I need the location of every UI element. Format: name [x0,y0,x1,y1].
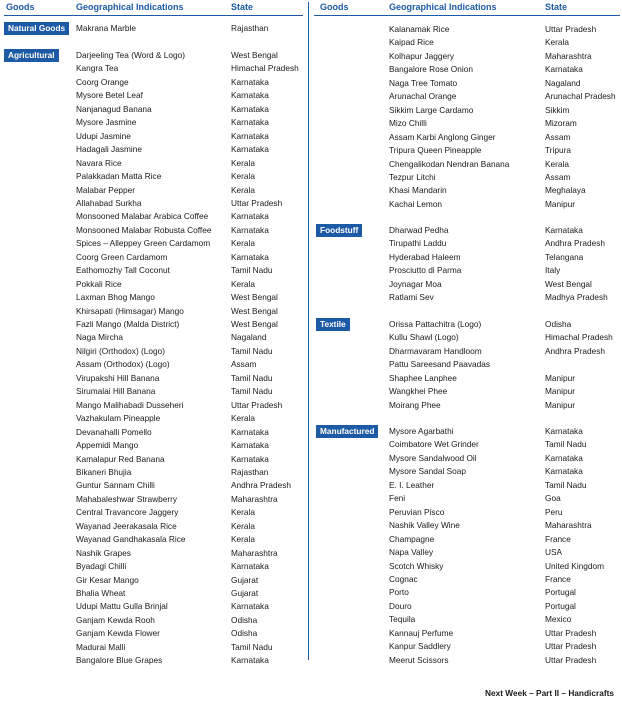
gi-state: Meghalaya [545,185,586,195]
gi-name: Madurai Malli [76,642,126,652]
gi-state: Manipur [545,386,575,396]
gi-name: Tirupathi Laddu [389,238,447,248]
gi-name: Naga Mircha [76,332,124,342]
gi-name: Dharmavaram Handloom [389,346,482,356]
gi-state: Kerala [231,171,255,181]
gi-name: Porto [389,587,409,597]
gi-state: Kerala [231,507,255,517]
gi-name: Mysore Sandalwood Oil [389,453,477,463]
gi-state: Kerala [231,279,255,289]
gi-state: Karnataka [545,453,583,463]
left-header-goods: Goods [6,2,35,12]
gi-state: Himachal Pradesh [545,332,613,342]
gi-state: Portugal [545,601,576,611]
gi-name: Mahabaleshwar Strawberry [76,494,177,504]
gi-name: Mizo Chilli [389,118,427,128]
gi-state: Nagaland [545,78,581,88]
gi-name: Moirang Phee [389,400,441,410]
gi-state: Kerala [231,534,255,544]
gi-name: Kangra Tea [76,63,119,73]
gi-name: Khirsapati (Himsagar) Mango [76,306,184,316]
gi-name: Sikkim Large Cardamo [389,105,474,115]
gi-name: Hadagali Jasmine [76,144,142,154]
gi-name: Wangkhei Phee [389,386,448,396]
gi-state: Karnataka [231,561,269,571]
left-header-gi: Geographical Indications [76,2,184,12]
gi-name: Mysore Jasmine [76,117,137,127]
gi-name: Khasi Mandarin [389,185,447,195]
gi-state: Karnataka [231,427,269,437]
gi-state: Odisha [231,628,258,638]
left-header-state: State [231,2,254,12]
gi-name: Kannauj Perfume [389,628,454,638]
gi-name: Byadagi Chilli [76,561,127,571]
gi-name: Makrana Marble [76,23,136,33]
gi-state: Odisha [231,615,258,625]
gi-state: Kerala [231,521,255,531]
gi-state: Andhra Pradesh [231,480,291,490]
gi-name: Kanpur Saddlery [389,641,451,651]
gi-state: West Bengal [231,319,278,329]
gi-state: Maharashtra [231,494,278,504]
gi-name: Bangalore Rose Onion [389,64,473,74]
gi-name: Kachai Lemon [389,199,443,209]
gi-name: Naga Tree Tomato [389,78,458,88]
gi-state: Portugal [545,587,576,597]
gi-state: Maharashtra [231,548,278,558]
gi-state: Italy [545,265,561,275]
gi-state: Karnataka [231,252,269,262]
gi-state: Gujarat [231,575,259,585]
gi-name: Eathomozhy Tall Coconut [76,265,170,275]
gi-name: Darjeeling Tea (Word & Logo) [76,50,185,60]
gi-state: West Bengal [545,279,592,289]
gi-state: Rajasthan [231,467,269,477]
gi-name: E. I. Leather [389,480,435,490]
gi-state: Karnataka [231,104,269,114]
gi-state: France [545,534,571,544]
gi-name: Pokkali Rice [76,279,122,289]
gi-state: Uttar Pradesh [231,198,283,208]
gi-name: Orissa Pattachitra (Logo) [389,319,482,329]
gi-state: Manipur [545,199,575,209]
gi-name: Central Travancore Jaggery [76,507,179,517]
gi-state: Kerala [231,158,255,168]
gi-name: Feni [389,493,406,503]
gi-name: Mysore Agarbathi [389,426,454,436]
gi-name: Scotch Whisky [389,561,444,571]
gi-name: Monsooned Malabar Robusta Coffee [76,225,212,235]
gi-state: United Kingdom [545,561,605,571]
gi-state: Maharashtra [545,51,592,61]
gi-state: Kerala [231,185,255,195]
gi-state: Nagaland [231,332,267,342]
gi-name: Palakkadan Matta Rice [76,171,162,181]
gi-name: Allahabad Surkha [76,198,142,208]
gi-name: Vazhakulam Pineapple [76,413,161,423]
gi-state: Tamil Nadu [545,480,587,490]
gi-state: France [545,574,571,584]
gi-state: Andhra Pradesh [545,346,605,356]
gi-name: Douro [389,601,412,611]
gi-state: Arunachal Pradesh [545,91,616,101]
gi-name: Udupi Jasmine [76,131,131,141]
gi-name: Wayanad Gandhakasala Rice [76,534,186,544]
gi-state: Goa [545,493,561,503]
gi-state: Rajasthan [231,23,269,33]
gi-state: Uttar Pradesh [545,24,597,34]
right-header-gi: Geographical Indications [389,2,497,12]
gi-state: Manipur [545,400,575,410]
gi-name: Bikaneri Bhujia [76,467,132,477]
gi-name: Udupi Mattu Gulla Brinjal [76,601,168,611]
gi-state: Mexico [545,614,572,624]
gi-state: Karnataka [231,131,269,141]
gi-state: West Bengal [231,292,278,302]
gi-state: Karnataka [231,211,269,221]
gi-state: Tamil Nadu [231,265,273,275]
gi-state: West Bengal [231,306,278,316]
gi-state: Andhra Pradesh [545,238,605,248]
gi-state: Madhya Pradesh [545,292,608,302]
gi-state: Uttar Pradesh [545,628,597,638]
gi-name: Bhalia Wheat [76,588,126,598]
gi-state: Karnataka [545,225,583,235]
gi-state: Kerala [545,37,569,47]
gi-name: Peruvian Pisco [389,507,445,517]
gi-state: Tripura [545,145,571,155]
gi-name: Assam (Orthodox) (Logo) [76,359,170,369]
gi-state: Karnataka [545,426,583,436]
gi-name: Mysore Sandal Soap [389,466,467,476]
gi-state: Karnataka [231,90,269,100]
gi-state: Tamil Nadu [231,373,273,383]
gi-name: Bangalore Blue Grapes [76,655,163,665]
gi-name: Malabar Pepper [76,185,136,195]
gi-name: Shaphee Lanphee [389,373,457,383]
gi-name: Tequila [389,614,416,624]
gi-state: Tamil Nadu [231,386,273,396]
gi-state: Karnataka [545,64,583,74]
right-header-goods: Goods [320,2,349,12]
gi-name: Guntur Sannam Chilli [76,480,155,490]
right-header-rule [314,15,620,16]
gi-name: Nilgiri (Orthodox) (Logo) [76,346,165,356]
gi-state: Kerala [231,238,255,248]
gi-state: Himachal Pradesh [231,63,299,73]
gi-name: Napa Valley [389,547,434,557]
gi-state: Karnataka [231,601,269,611]
gi-state: Karnataka [231,655,269,665]
gi-name: Wayanad Jeerakasala Rice [76,521,177,531]
left-header-rule [4,15,303,16]
gi-name: Sirumalai Hill Banana [76,386,156,396]
gi-state: Karnataka [231,144,269,154]
gi-state: Odisha [545,319,572,329]
gi-name: Chengalikodan Nendran Banana [389,159,510,169]
gi-state: Tamil Nadu [545,439,587,449]
gi-state: West Bengal [231,50,278,60]
gi-state: Uttar Pradesh [231,400,283,410]
category-label: Foodstuff [316,224,362,237]
gi-name: Appemidi Mango [76,440,139,450]
gi-name: Tripura Queen Pineapple [389,145,482,155]
gi-name: Ganjam Kewda Rooh [76,615,155,625]
gi-name: Nashik Valley Wine [389,520,460,530]
gi-name: Mysore Betel Leaf [76,90,143,100]
gi-name: Devanahalli Pomello [76,427,152,437]
gi-name: Ganjam Kewda Flower [76,628,160,638]
gi-state: Karnataka [231,225,269,235]
gi-state: Peru [545,507,563,517]
gi-state: Gujarat [231,588,259,598]
gi-name: Tezpur Litchi [389,172,436,182]
gi-name: Nashik Grapes [76,548,131,558]
gi-state: Kerala [545,159,569,169]
gi-name: Dharwad Pedha [389,225,449,235]
gi-name: Assam Karbi Anglong Ginger [389,132,496,142]
gi-state: Kerala [231,413,255,423]
category-label: Textile [316,318,350,331]
gi-name: Joynagar Moa [389,279,442,289]
gi-name: Nanjanagud Banana [76,104,152,114]
gi-name: Prosciutto di Parma [389,265,462,275]
gi-name: Gir Kesar Mango [76,575,139,585]
gi-name: Coorg Green Cardamom [76,252,168,262]
gi-state: Uttar Pradesh [545,641,597,651]
gi-state: Telangana [545,252,584,262]
column-divider [308,2,309,660]
category-label: Manufactured [316,425,378,438]
gi-name: Meerut Scissors [389,655,449,665]
gi-name: Monsooned Malabar Arabica Coffee [76,211,209,221]
gi-state: Karnataka [231,117,269,127]
gi-state: Manipur [545,373,575,383]
gi-state: Tamil Nadu [231,642,273,652]
gi-state: Mizoram [545,118,577,128]
gi-name: Cognac [389,574,418,584]
gi-name: Kaipad Rice [389,37,434,47]
gi-name: Fazli Mango (Malda District) [76,319,180,329]
footer-note: Next Week – Part II – Handicrafts [485,688,614,698]
gi-name: Hyderabad Haleem [389,252,461,262]
gi-name: Navara Rice [76,158,122,168]
gi-name: Coorg Orange [76,77,129,87]
gi-state: Assam [231,359,257,369]
gi-name: Laxman Bhog Mango [76,292,155,302]
gi-name: Kullu Shawl (Logo) [389,332,459,342]
right-header-state: State [545,2,568,12]
gi-state: USA [545,547,563,557]
gi-name: Kalanamak Rice [389,24,450,34]
gi-state: Karnataka [231,77,269,87]
gi-name: Mango Malihabadi Dusseheri [76,400,184,410]
gi-name: Pattu Sareesand Paavadas [389,359,491,369]
gi-name: Arunachal Orange [389,91,457,101]
category-label: Natural Goods [4,22,69,35]
gi-state: Assam [545,172,571,182]
gi-state: Karnataka [545,466,583,476]
gi-state: Karnataka [231,440,269,450]
gi-name: Ratlami Sev [389,292,434,302]
gi-state: Tamil Nadu [231,346,273,356]
gi-name: Spices – Alleppey Green Cardamom [76,238,211,248]
gi-state: Sikkim [545,105,570,115]
gi-state: Assam [545,132,571,142]
gi-state: Uttar Pradesh [545,655,597,665]
gi-name: Virupakshi Hill Banana [76,373,160,383]
gi-state: Karnataka [231,454,269,464]
gi-name: Kamalapur Red Banana [76,454,165,464]
gi-name: Kolhapur Jaggery [389,51,455,61]
gi-name: Coimbatore Wet Grinder [389,439,479,449]
category-label: Agricultural [4,49,59,62]
gi-name: Champagne [389,534,435,544]
gi-state: Maharashtra [545,520,592,530]
